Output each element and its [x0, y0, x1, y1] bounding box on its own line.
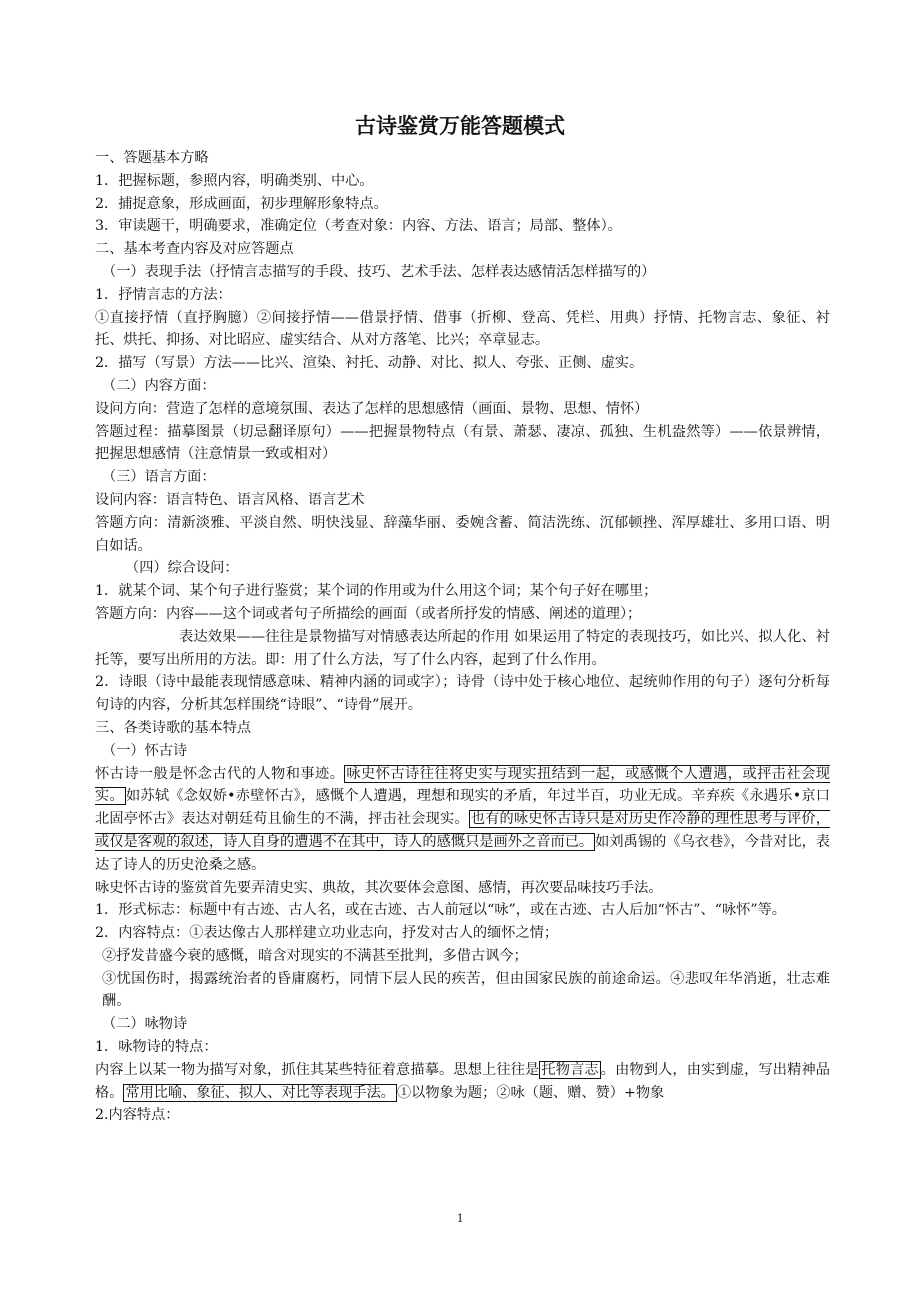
subsection-heading: （二）咏物诗 — [102, 1016, 188, 1033]
paragraph-huaigu: 怀古诗一般是怀念古代的人物和事迹。 咏史怀古诗往往将史实与现实扭结到一起，或感慨个人遭遇，或抨击社会现实。 如苏轼《念奴娇•赤壁怀古》，感慨个人遭遇，理想和现实的矛盾，年过半百，功业无成。辛弃疾《永遇乐•京口北固亭怀古》表达对朝廷苟且偷生的不满，抨击社会现实。 也有的咏史怀古诗只是对历史作冷静的理性思考与评价，或仅是客观的叙述，诗人自身的遭遇不在其中，诗人的感慨只是画外之音而已。 如刘禹锡的《乌衣巷》，今昔对比，表达了诗人的历史沧桑之感。 — [95, 765, 830, 873]
list-item: 2.内容特点： — [95, 1107, 180, 1124]
paragraph: 设问内容：语言特色、语言风格、语言艺术 — [95, 491, 365, 508]
subsection-heading: （二）内容方面： — [102, 377, 216, 394]
document-body — [95, 147, 830, 1127]
list-item: 2．描写（写景）方法——比兴、渲染、衬托、动静、对比、拟人、夸张、正侧、虚实。 — [95, 355, 644, 372]
boxed-text: 咏史怀古诗往往将史实与现实扭结到一起，或感慨个人遭遇，或抨击社会现实。 — [95, 765, 830, 805]
section-heading: 三、各类诗歌的基本特点 — [95, 719, 252, 736]
list-item: 3．审读题干，明确要求，准确定位（考查对象：内容、方法、语言；局部、整体）。 — [95, 218, 622, 235]
page-number: 1 — [456, 1210, 464, 1225]
effect-text: 表达效果——往往是景物描写对情感表达所起的作用 如果运用了特定的表现技巧，如比兴、拟人化、衬托等，要写出所用的方法。即：用了什么方法，写了什么内容，起到了什么作用。 — [95, 628, 830, 668]
page-title: 古诗鉴赏万能答题模式 — [355, 114, 565, 138]
boxed-text: 常用比喻、象征、拟人、对比等表现手法。 — [125, 1084, 395, 1101]
list-item: 1．咏物诗的特点： — [95, 1039, 218, 1056]
boxed-text: 托物言志 — [541, 1061, 599, 1078]
list-item: 2．内容特点：①表达像古人那样建立功业志向，抒发对古人的缅怀之情； — [95, 925, 559, 942]
paragraph: 答题方向：内容——这个词或者句子所描绘的画面（或者所抒发的情感、阐述的道理）； — [95, 605, 642, 622]
paragraph: 答题方向：清新淡雅、平淡自然、明快浅显、辞藻华丽、委婉含蓄、简洁洗练、沉郁顿挫、浑厚雄壮、多用口语、明白如话。 — [95, 514, 830, 554]
list-item: 1．形式标志：标题中有古迹、古人名，或在古迹、古人前冠以“咏”，或在古迹、古人后加“怀古”、“咏怀”等。 — [95, 902, 786, 919]
subsection-heading: （四）综合设问： — [125, 560, 239, 577]
section-heading: 一、答题基本方略 — [95, 150, 209, 166]
list-item: 1．抒情言志的方法： — [95, 286, 232, 303]
list-item: 2．诗眼（诗中最能表现情感意味、精神内涵的词或字）；诗骨（诗中处于核心地位、起统帅作用的句子）逐句分析每句诗的内容，分析其怎样围绕“诗眼”、“诗骨”展开。 — [95, 674, 830, 714]
paragraph: 咏史怀古诗的鉴赏首先要弄清史实、典故，其次要体会意图、感情，再次要品味技巧手法。 — [95, 879, 663, 896]
list-item: ②抒发昔盛今衰的感慨，暗含对现实的不满甚至批判，多借古讽今； — [102, 947, 528, 964]
paragraph-yongwu: 内容上以某一物为描写对象，抓住其某些特征着意描摹。思想上往往是 托物言志 。由物到人，由实到虚，写出精神品格。 常用比喻、象征、拟人、对比等表现手法。 ①以物象为题；②咏（题、赠、赞）+物象 — [95, 1061, 830, 1101]
boxed-text: 也有的咏史怀古诗只是对历史作冷静的理性思考与评价，或仅是客观的叙述，诗人自身的遭遇不在其中，诗人的感慨只是画外之音而已。 — [95, 811, 830, 850]
paragraph: 答题过程：描摹图景（切忌翻译原句）——把握景物特点（有景、萧瑟、凄凉、孤独、生机盎然等）——依景辨情，把握思想感情（注意情景一致或相对） — [95, 423, 830, 463]
paragraph: 设问方向：营造了怎样的意境氛围、表达了怎样的思想感情（画面、景物、思想、情怀） — [95, 400, 649, 417]
paragraph — [95, 626, 830, 672]
list-item: 1．就某个词、某个句子进行鉴赏；某个词的作用或为什么用这个词；某个句子好在哪里； — [95, 583, 658, 600]
subsection-heading: （一）怀古诗 — [102, 742, 188, 759]
subsection-heading: （三）语言方面： — [102, 469, 216, 486]
paragraph: ①直接抒情（直抒胸臆）②间接抒情——借景抒情、借事（折柳、登高、凭栏、用典）抒情、托物言志、象征、衬托、烘托、抑扬、对比昭应、虚实结合、从对方落笔、比兴；卒章显志。 — [95, 309, 830, 349]
subsection-heading: （一）表现手法（抒情言志描写的手段、技巧、艺术手法、怎样表达感情活怎样描写的） — [102, 263, 656, 280]
list-item: ③忧国伤时，揭露统治者的昏庸腐朽，同情下层人民的疾苦，但由国家民族的前途命运。④悲叹年华消逝，壮志难酬。 — [102, 970, 830, 1010]
list-item: 2．捕捉意象，形成画面，初步理解形象特点。 — [95, 195, 388, 212]
list-item: 1．把握标题，参照内容，明确类别、中心。 — [95, 172, 374, 189]
section-heading: 二、基本考查内容及对应答题点 — [95, 241, 294, 258]
